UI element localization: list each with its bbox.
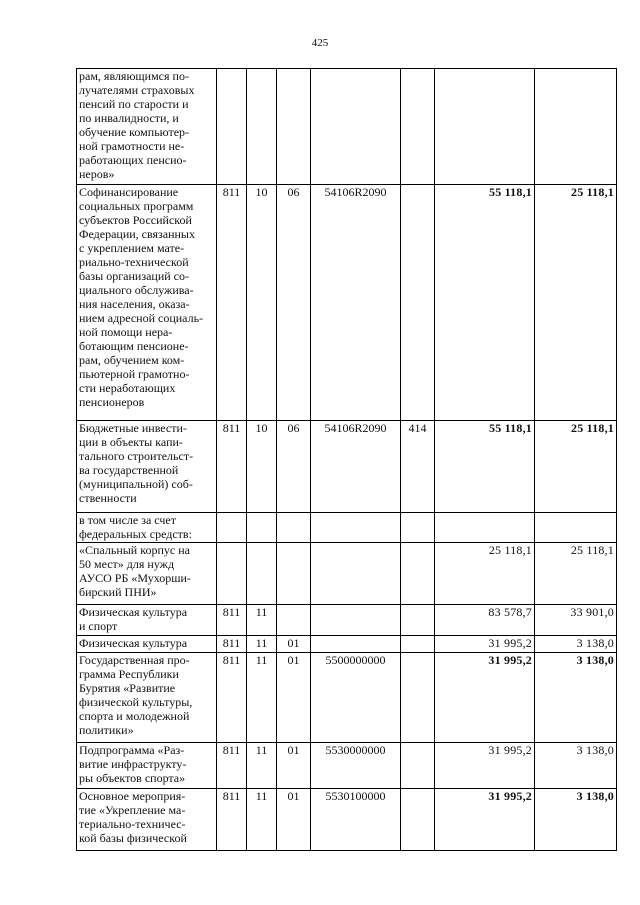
amount-2-cell: 33 901,0 [535,605,617,636]
table-row [77,653,617,743]
section-code-cell: 11 [247,743,277,789]
budget-table [76,68,617,851]
section-code-cell: 10 [247,421,277,513]
subsection-code-cell: 06 [277,185,311,421]
description-cell: Физическая культура [77,636,217,653]
amount-2-cell: 25 118,1 [535,185,617,421]
target-item-cell: 5530000000 [311,743,401,789]
target-item-cell [311,605,401,636]
table-row [77,69,617,185]
target-item-cell [311,543,401,605]
amount-1-cell: 31 995,2 [435,789,535,851]
target-item-cell: 54106R2090 [311,421,401,513]
description-cell: рам, являющимся по- лучателями страховых пенсий по старости и по инвалидности, и обучение компьютер- ной грамотности не- работающих пенсио- неров» [77,69,217,185]
expense-type-cell [401,743,435,789]
amount-2-cell [535,513,617,543]
table-row [77,636,617,653]
target-item-cell [311,513,401,543]
subsection-code-cell [277,513,311,543]
section-code-cell: 11 [247,789,277,851]
subsection-code-cell: 01 [277,636,311,653]
subsection-code-cell [277,69,311,185]
amount-2-cell: 3 138,0 [535,743,617,789]
amount-1-cell: 55 118,1 [435,421,535,513]
ministry-code-cell: 811 [217,185,247,421]
section-code-cell: 10 [247,185,277,421]
description-cell: Бюджетные инвести- ции в объекты капи- тального строительст- ва государственной (муниципальной) соб- ственности [77,421,217,513]
expense-type-cell [401,789,435,851]
amount-1-cell [435,69,535,185]
section-code-cell: 11 [247,636,277,653]
target-item-cell: 5530100000 [311,789,401,851]
target-item-cell [311,636,401,653]
amount-2-cell: 25 118,1 [535,543,617,605]
amount-2-cell: 3 138,0 [535,653,617,743]
table-row [77,789,617,851]
ministry-code-cell: 811 [217,421,247,513]
expense-type-cell [401,513,435,543]
subsection-code-cell: 01 [277,789,311,851]
table-row [77,421,617,513]
subsection-code-cell: 06 [277,421,311,513]
table-row [77,605,617,636]
target-item-cell: 54106R2090 [311,185,401,421]
expense-type-cell [401,543,435,605]
expense-type-cell [401,653,435,743]
section-code-cell [247,513,277,543]
section-code-cell [247,69,277,185]
description-cell: в том числе за счет федеральных средств: [77,513,217,543]
ministry-code-cell: 811 [217,789,247,851]
ministry-code-cell: 811 [217,636,247,653]
ministry-code-cell [217,69,247,185]
table-row [77,513,617,543]
description-cell: Софинансирование социальных программ субъектов Российской Федерации, связанных с укреплением мате- риально-технической базы организаций со- циального обслужива- ния населения, оказа- нием адресной социаль- ной помощи нера- ботающим пенсионе- рам, обучением ком- пьютерной грамотно- сти неработающих пенсионеров [77,185,217,421]
amount-1-cell [435,513,535,543]
amount-1-cell: 31 995,2 [435,653,535,743]
subsection-code-cell [277,543,311,605]
ministry-code-cell [217,543,247,605]
target-item-cell [311,69,401,185]
subsection-code-cell [277,605,311,636]
amount-1-cell: 31 995,2 [435,743,535,789]
section-code-cell: 11 [247,653,277,743]
amount-1-cell: 31 995,2 [435,636,535,653]
amount-1-cell: 83 578,7 [435,605,535,636]
subsection-code-cell: 01 [277,743,311,789]
description-cell: Основное мероприя- тие «Укрепление ма- териально-техничес- кой базы физической [77,789,217,851]
expense-type-cell [401,185,435,421]
subsection-code-cell: 01 [277,653,311,743]
table-row [77,543,617,605]
table-row [77,743,617,789]
amount-2-cell: 25 118,1 [535,421,617,513]
amount-1-cell: 55 118,1 [435,185,535,421]
ministry-code-cell: 811 [217,743,247,789]
amount-1-cell: 25 118,1 [435,543,535,605]
description-cell: «Спальный корпус на 50 мест» для нужд АУСО РБ «Мухорши- бирский ПНИ» [77,543,217,605]
expense-type-cell [401,636,435,653]
section-code-cell: 11 [247,605,277,636]
expense-type-cell [401,605,435,636]
target-item-cell: 5500000000 [311,653,401,743]
ministry-code-cell: 811 [217,605,247,636]
description-cell: Физическая культура и спорт [77,605,217,636]
section-code-cell [247,543,277,605]
expense-type-cell: 414 [401,421,435,513]
description-cell: Подпрограмма «Раз- витие инфраструкту- ры объектов спорта» [77,743,217,789]
page-number: 425 [311,37,329,49]
amount-2-cell: 3 138,0 [535,789,617,851]
ministry-code-cell [217,513,247,543]
table-row [77,185,617,421]
expense-type-cell [401,69,435,185]
ministry-code-cell: 811 [217,653,247,743]
description-cell: Государственная про- грамма Республики Бурятия «Развитие физической культуры, спорта и молодежной политики» [77,653,217,743]
amount-2-cell [535,69,617,185]
amount-2-cell: 3 138,0 [535,636,617,653]
